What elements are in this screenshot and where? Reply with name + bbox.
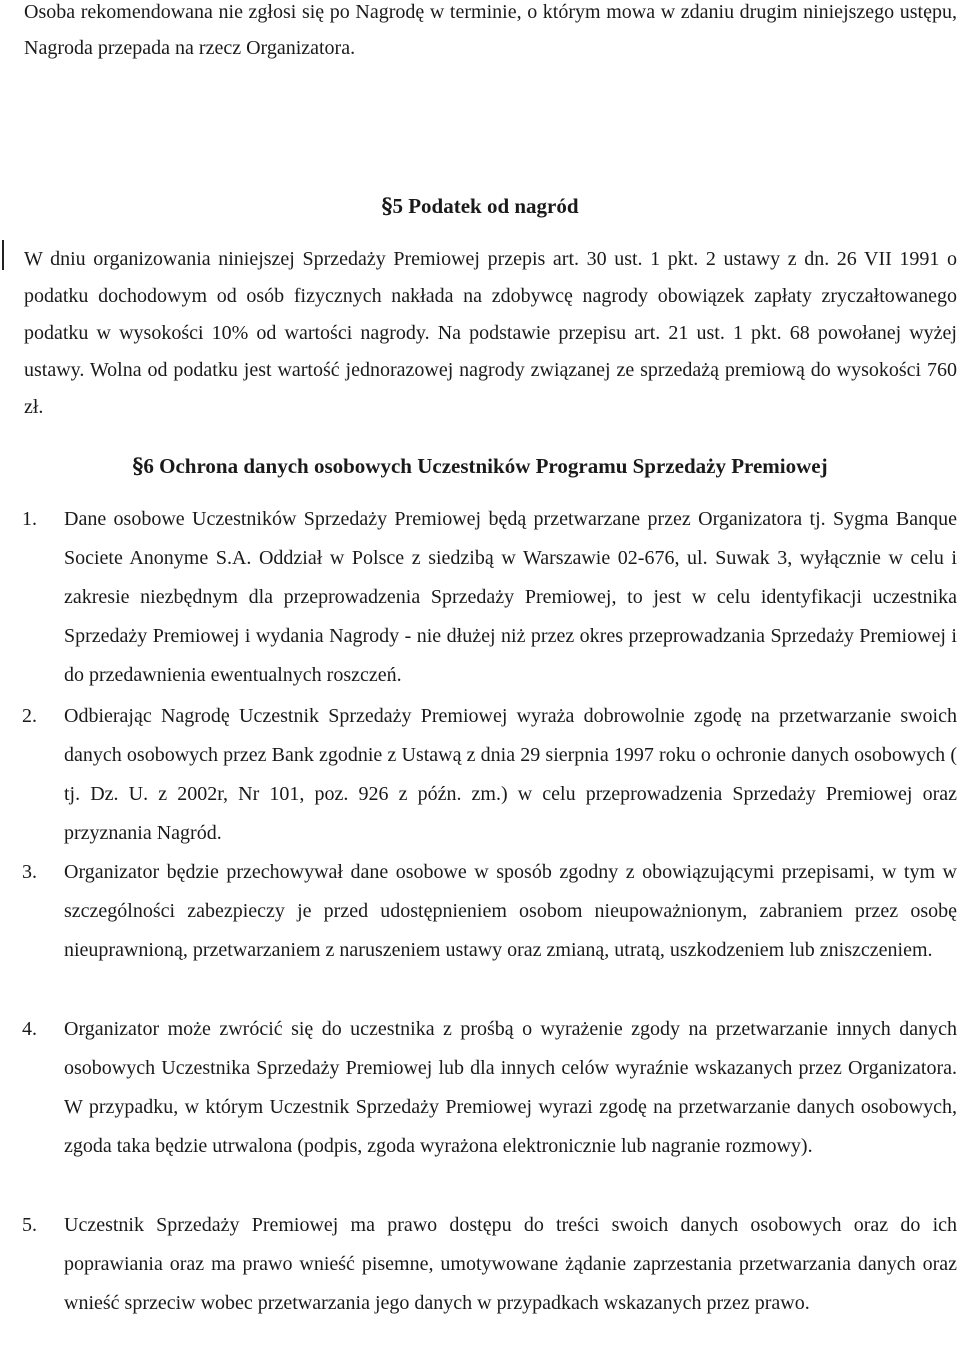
- data-protection-list: [22, 697, 957, 853]
- list-item: [22, 1206, 957, 1323]
- data-protection-list: [22, 1010, 957, 1166]
- section-6-heading: [0, 451, 960, 481]
- list-item-number: 5.: [22, 1214, 37, 1236]
- list-item-text: Organizator będzie przechowywał dane osobowe w sposób zgodny z obowiązującymi przepisami, w tym w szczególności zabezpieczy je przed udostępnieniem osobom nieupoważnionym, zabraniem przez osobę nieuprawnioną, przetwarzaniem z naruszeniem ustawy oraz zmianą, utratą, uszkodzeniem lub zniszczeniem.: [64, 861, 957, 961]
- data-protection-list: [22, 1206, 957, 1323]
- list-item: [22, 500, 957, 695]
- section-5-heading: [0, 191, 960, 221]
- section-sign: §: [132, 453, 144, 478]
- data-protection-list: [22, 853, 957, 970]
- list-item-text: Uczestnik Sprzedaży Premiowej ma prawo dostępu do treści swoich danych osobowych oraz do ich poprawiania oraz ma prawo wnieść pisemne, umotywowane żądanie zaprzestania przetwarzania danych oraz wnieść sprzeciw wobec przetwarzania jego danych w przypadkach wskazanych przez prawo.: [64, 1214, 957, 1314]
- intro-paragraph: Osoba rekomendowana nie zgłosi się po Nagrodę w terminie, o którym mowa w zdaniu drugim niniejszego ustępu, Nagroda przepada na rzecz Organizatora.: [24, 1, 957, 59]
- list-item-text: Odbierając Nagrodę Uczestnik Sprzedaży Premiowej wyraża dobrowolnie zgodę na przetwarzanie swoich danych osobowych przez Bank zgodnie z Ustawą z dnia 29 sierpnia 1997 roku o ochronie danych osobowych ( tj. Dz. U. z 2002r, Nr 101, poz. 926 z późn. zm.) w celu przeprowadzenia Sprzedaży Premiowej oraz przyznania Nagród.: [64, 705, 957, 844]
- list-item-number: 1.: [22, 508, 37, 530]
- list-item: [22, 853, 957, 970]
- section-sign: §: [381, 193, 393, 218]
- section-5-title: 5 Podatek od nagród: [392, 194, 579, 218]
- data-protection-list: [22, 500, 957, 695]
- list-item-number: 3.: [22, 861, 37, 883]
- revision-bar: [2, 240, 4, 270]
- list-item: [22, 697, 957, 853]
- list-item: [22, 1010, 957, 1166]
- section-6-title: 6 Ochrona danych osobowych Uczestników Programu Sprzedaży Premiowej: [143, 454, 828, 478]
- list-item-text: Dane osobowe Uczestników Sprzedaży Premiowej będą przetwarzane przez Organizatora tj. Sygma Banque Societe Anonyme S.A. Oddział w Polsce z siedzibą w Warszawie 02-676, ul. Suwak 3, wyłącznie w celu i zakresie niezbędnym dla przeprowadzenia Sprzedaży Premiowej, to jest w celu identyfikacji uczestnika Sprzedaży Premiowej i wydania Nagrody - nie dłużej niż przez okres przeprowadzania Sprzedaży Premiowej i do przedawnienia ewentualnych roszczeń.: [64, 508, 957, 686]
- list-item-number: 2.: [22, 705, 37, 727]
- list-item-number: 4.: [22, 1018, 37, 1040]
- list-item-text: Organizator może zwrócić się do uczestnika z prośbą o wyrażenie zgody na przetwarzanie innych danych osobowych Uczestnika Sprzedaży Premiowej lub dla innych celów wyraźnie wskazanych przez Organizatora. W przypadku, w którym Uczestnik Sprzedaży Premiowej wyrazi zgodę na przetwarzanie danych osobowych, zgoda taka będzie utrwalona (podpis, zgoda wyrażona elektronicznie lub nagranie rozmowy).: [64, 1018, 957, 1157]
- tax-paragraph: W dniu organizowania niniejszej Sprzedaży Premiowej przepis art. 30 ust. 1 pkt. 2 ustawy z dn. 26 VII 1991 o podatku dochodowym od osób fizycznych nakłada na zdobywcę nagrody obowiązek zapłaty zryczałtowanego podatku w wysokości 10% od wartości nagrody. Na podstawie przepisu art. 21 ust. 1 pkt. 68 powołanej wyżej ustawy. Wolna od podatku jest wartość jednorazowej nagrody związanej ze sprzedażą premiową do wysokości 760 zł.: [24, 248, 957, 418]
